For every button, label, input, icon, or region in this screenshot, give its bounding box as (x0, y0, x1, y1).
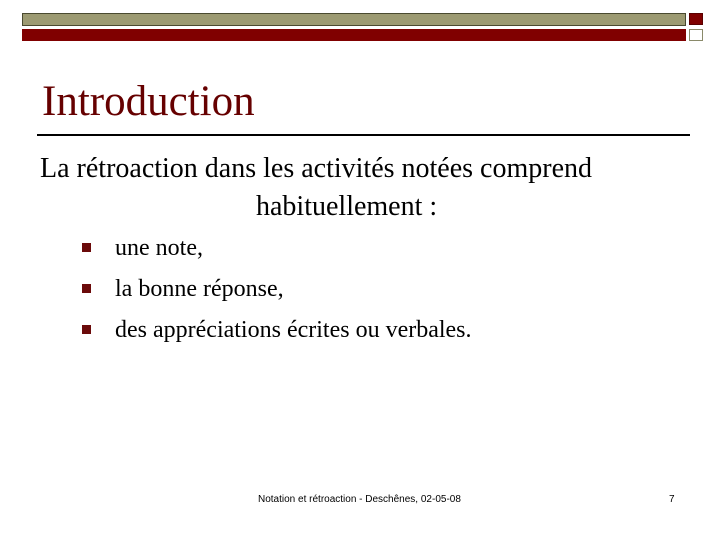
header-square-red (689, 13, 703, 25)
square-bullet-icon (82, 284, 91, 293)
header-band-olive (22, 13, 686, 26)
intro-paragraph (40, 150, 688, 226)
bullet-text: des appréciations écrites ou verbales. (115, 317, 472, 343)
square-bullet-icon (82, 243, 91, 252)
title-divider (37, 134, 690, 136)
slide-footer: Notation et rétroaction - Deschênes, 02-05-08 (258, 494, 461, 505)
slide-title: Introduction (42, 78, 255, 125)
page-number: 7 (669, 494, 675, 505)
intro-line-2: habituellement : (256, 191, 438, 222)
intro-line-1: La rétroaction dans les activités notées comprend (40, 153, 593, 184)
bullet-text: la bonne réponse, (115, 276, 284, 302)
bullet-text: une note, (115, 235, 203, 261)
square-bullet-icon (82, 325, 91, 334)
header-square-white (689, 29, 703, 41)
header-band-red (22, 29, 686, 41)
